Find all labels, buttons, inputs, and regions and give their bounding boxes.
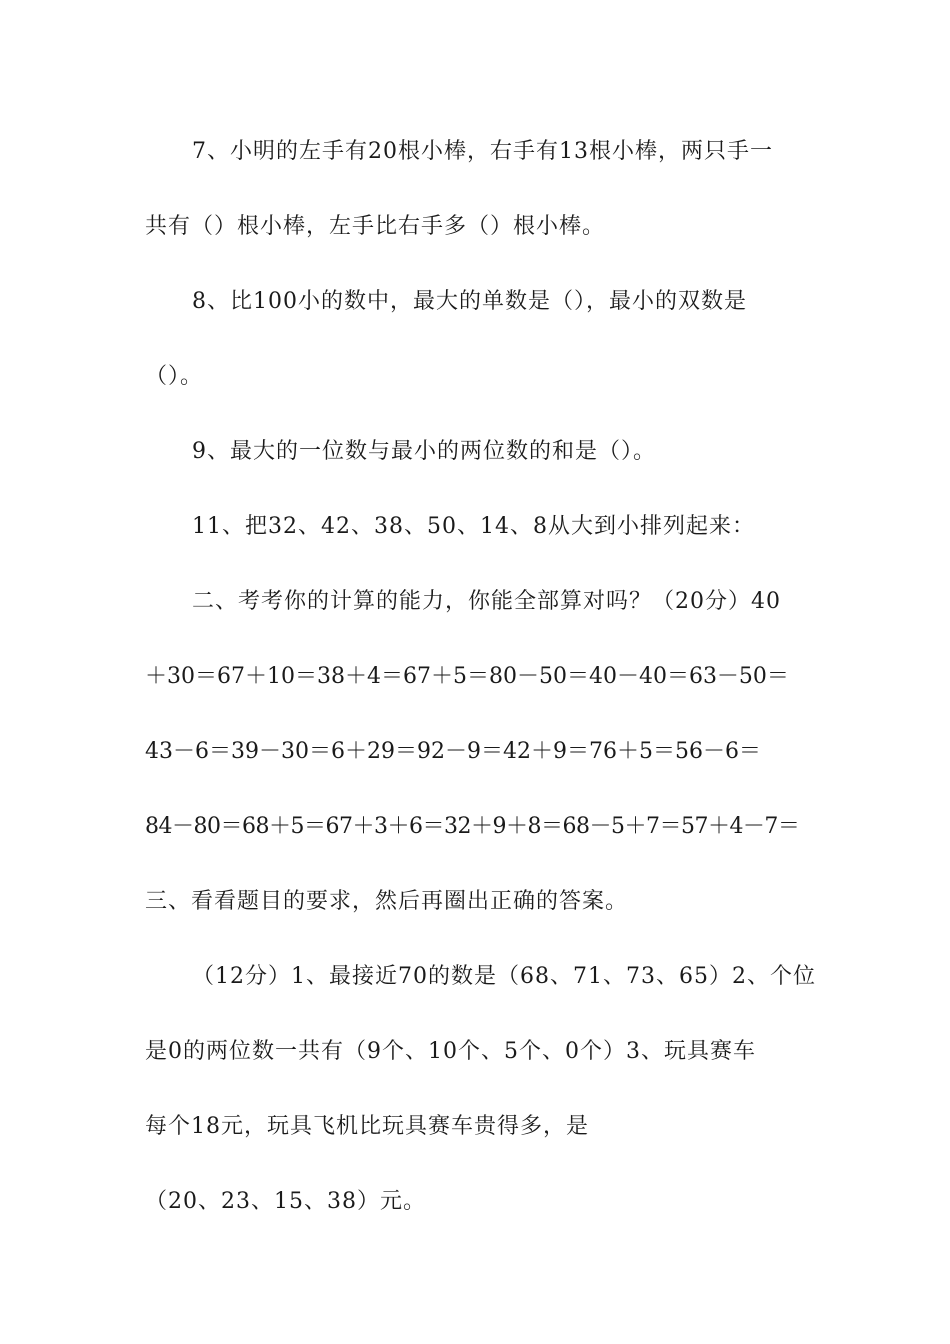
question-8-line-1: 8、比100小的数中，最大的单数是（），最小的双数是 (192, 289, 747, 314)
section-2-heading: 二、考考你的计算的能力，你能全部算对吗？（20分）40 (192, 589, 781, 614)
section-3-heading: 三、看看题目的要求，然后再圈出正确的答案。 (145, 889, 629, 914)
question-9: 9、最大的一位数与最小的两位数的和是（）。 (192, 439, 656, 464)
section-3-q2: 是0的两位数一共有（9个、10个、5个、0个）3、玩具赛车 (145, 1039, 756, 1064)
question-8-line-2: （）。 (145, 364, 204, 389)
question-11: 11、把32、42、38、50、14、8从大到小排列起来： (192, 514, 755, 539)
question-7-line-1: 7、小明的左手有20根小棒，右手有13根小棒，两只手一 (192, 139, 773, 164)
calc-row-2: 43－6＝39－30＝6＋29＝92－9＝42＋9＝76＋5＝56－6＝ (145, 739, 761, 764)
calc-row-3: 84－80＝68＋5＝67＋3＋6＝32＋9＋8＝68－5＋7＝57＋4－7＝ (145, 814, 800, 839)
section-3-q1: （12分）1、最接近70的数是（68、71、73、65）2、个位 (192, 964, 816, 989)
section-3-q3-line-1: 每个18元，玩具飞机比玩具赛车贵得多，是 (145, 1114, 589, 1139)
question-7-line-2: 共有（）根小棒，左手比右手多（）根小棒。 (145, 214, 606, 239)
calc-row-1: ＋30＝67＋10＝38＋4＝67＋5＝80－50＝40－40＝63－50＝ (145, 664, 789, 689)
section-3-q3-line-2: （20、23、15、38）元。 (145, 1189, 426, 1214)
